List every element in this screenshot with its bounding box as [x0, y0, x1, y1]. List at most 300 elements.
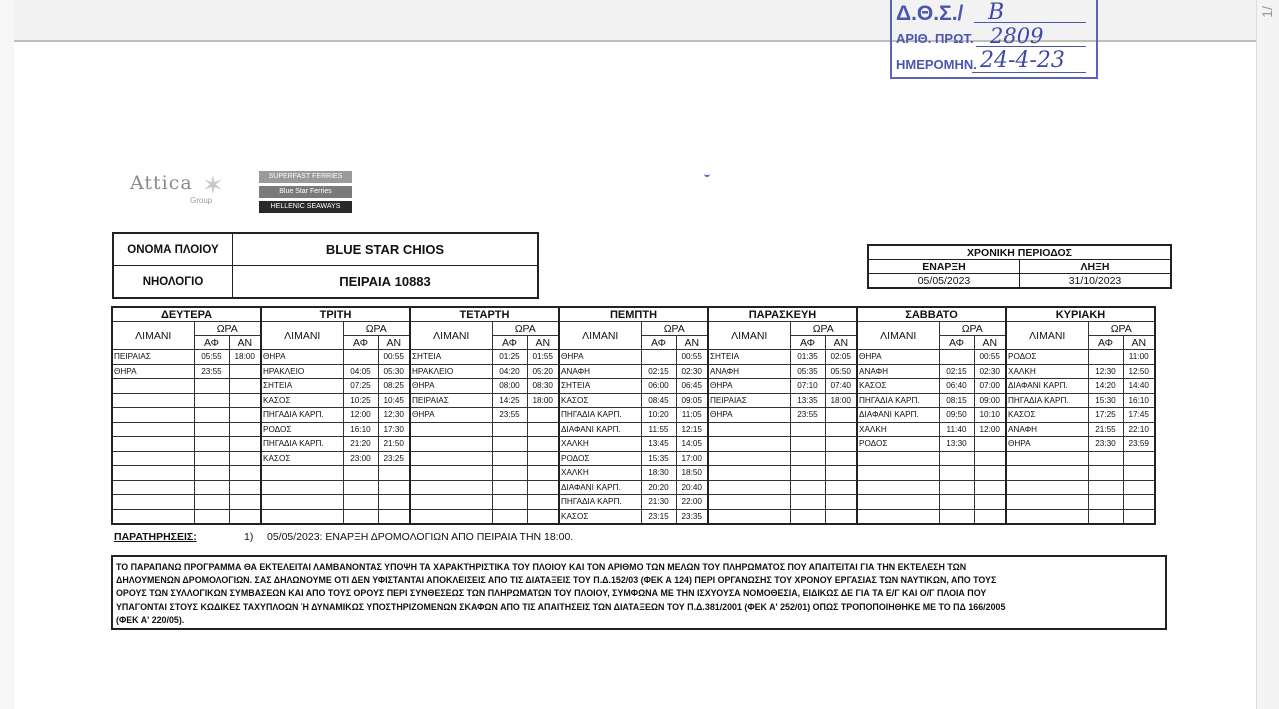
period-end-value: 31/10/2023: [1020, 274, 1172, 289]
port-cell: [708, 509, 790, 524]
departure-cell: [974, 495, 1006, 510]
arrival-cell: 02:15: [939, 364, 974, 379]
note-line: ΔΗΛΟΥΜΕΝΩΝ ΔΡΟΜΟΛΟΓΙΩΝ. ΣΑΣ ΔΗΛΩΝΟΥΜΕ ΟΤΙ ΔΕΝ ΥΦΙΣΤΑΝΤΑΙ ΑΠΟΚΛΕΙΣΕΙΣ ΑΠΟ ΤΙΣ ΔΙΑΤΑΞΕΙΣ ΤΟΥ Π.Δ.152/03 (ΦΕΚ Α 124) ΠΕΡΙ ΟΡΓΑΝΩΣΗΣ ΤΟΥ ΧΡΟΝΟΥ ΕΡΓΑΣΙΑΣ ΤΩΝ ΝΑΥΤΙΚΩΝ, ΑΠΟ ΤΟΥΣ: [116, 575, 997, 586]
departure-cell: 17:30: [378, 422, 410, 437]
ship-registry-row: [113, 266, 538, 299]
port-cell: ΔΙΑΦΑΝΙ ΚΑΡΠ.: [559, 422, 641, 437]
departure-cell: 23:59: [1123, 437, 1155, 452]
arrival-cell: [790, 422, 825, 437]
ship-registry-value: ΠΕΙΡΑΙΑ 10883: [233, 266, 539, 299]
port-cell: [112, 509, 194, 524]
port-cell: ΠΗΓΑΔΙΑ ΚΑΡΠ.: [261, 408, 343, 423]
departure-cell: [1123, 495, 1155, 510]
departure-cell: 22:00: [676, 495, 708, 510]
arrival-header: ΑΦ: [1088, 336, 1123, 350]
port-column-header: ΛΙΜΑΝΙ: [112, 322, 194, 350]
arrival-cell: 08:15: [939, 393, 974, 408]
port-cell: ΑΝΑΦΗ: [708, 364, 790, 379]
ship-registry-label: ΝΗΟΛΟΓΙΟ: [113, 266, 233, 299]
port-cell: [261, 495, 343, 510]
brand-hellenic: HELLENIC SEAWAYS: [259, 201, 352, 213]
departure-cell: 06:45: [676, 379, 708, 394]
departure-cell: [378, 509, 410, 524]
port-cell: ΘΗΡΑ: [708, 408, 790, 423]
arrival-cell: [939, 350, 974, 365]
port-cell: ΡΟΔΟΣ: [559, 451, 641, 466]
arrival-cell: 07:10: [790, 379, 825, 394]
port-cell: ΘΗΡΑ: [1006, 437, 1088, 452]
arrival-cell: 17:25: [1088, 408, 1123, 423]
arrival-cell: [492, 437, 527, 452]
column-header-row: [112, 322, 1155, 336]
scan-left-edge: [0, 0, 14, 709]
arrival-cell: [343, 509, 378, 524]
port-cell: [708, 466, 790, 481]
arrival-cell: [790, 495, 825, 510]
arrival-cell: 05:55: [194, 350, 229, 365]
port-cell: [410, 422, 492, 437]
departure-cell: [1123, 466, 1155, 481]
arrival-cell: [1088, 350, 1123, 365]
departure-header: ΑΝ: [676, 336, 708, 350]
departure-cell: [974, 437, 1006, 452]
viewer-right-edge: [1256, 0, 1279, 709]
port-cell: [112, 422, 194, 437]
stamp-dept-row: [896, 0, 1005, 26]
arrival-header: ΑΦ: [790, 336, 825, 350]
arrival-cell: [790, 466, 825, 481]
port-cell: ΠΕΙΡΑΙΑΣ: [410, 393, 492, 408]
arrival-cell: [1088, 451, 1123, 466]
period-table: [867, 244, 1172, 289]
port-cell: ΣΗΤΕΙΑ: [261, 379, 343, 394]
port-cell: [410, 437, 492, 452]
departure-cell: [527, 422, 559, 437]
departure-cell: [229, 466, 261, 481]
stamp-underline-2: [976, 46, 1086, 47]
port-cell: [1006, 495, 1088, 510]
time-column-header: ΩΡΑ: [641, 322, 708, 336]
departure-header: ΑΝ: [527, 336, 559, 350]
arrival-cell: [790, 437, 825, 452]
port-cell: ΔΙΑΦΑΝΙ ΚΑΡΠ.: [1006, 379, 1088, 394]
note-line: (ΦΕΚ Α' 220/05).: [116, 614, 185, 625]
departure-cell: [825, 480, 857, 495]
departure-cell: [527, 495, 559, 510]
arrival-cell: [343, 480, 378, 495]
port-cell: [708, 495, 790, 510]
time-column-header: ΩΡΑ: [1088, 322, 1155, 336]
remarks-line: [114, 531, 574, 543]
departure-cell: 08:25: [378, 379, 410, 394]
departure-cell: [229, 408, 261, 423]
departure-cell: 09:05: [676, 393, 708, 408]
port-cell: [1006, 509, 1088, 524]
table-row: [112, 364, 1155, 379]
port-cell: [261, 466, 343, 481]
arrival-cell: [492, 495, 527, 510]
arrival-cell: [641, 350, 676, 365]
arrival-cell: [492, 480, 527, 495]
departure-cell: 17:45: [1123, 408, 1155, 423]
arrival-cell: 08:00: [492, 379, 527, 394]
port-cell: [857, 466, 939, 481]
brand-bluestar: Blue Star Ferries: [259, 186, 352, 198]
port-cell: ΧΑΛΚΗ: [1006, 364, 1088, 379]
departure-cell: 12:30: [378, 408, 410, 423]
port-cell: [857, 495, 939, 510]
departure-cell: 00:55: [676, 350, 708, 365]
note-line: ΥΠΑΓΟΝΤΑΙ ΣΤΟΥΣ ΚΩΔΙΚΕΣ ΤΑΧΥΠΛΟΩΝ Ή ΔΥΝΑΜΙΚΩΣ ΥΠΟΣΤΗΡΙΖΟΜΕΝΩΝ ΣΚΑΦΩΝ ΑΠΟ ΤΙΣ ΑΠΑΙΤΗΣΕΙΣ ΤΩΝ ΔΙΑΤΑΞΕΩΝ ΤΟΥ Π.Δ.381/2001 (ΦΕΚ Α' 252/01) ΟΠΩΣ ΤΡΟΠΟΠΟΙΗΘΗΚΕ ΜΕ ΤΟ ΠΔ 166/2005: [116, 601, 1006, 612]
day-header: ΤΡΙΤΗ: [261, 307, 410, 322]
departure-cell: [378, 495, 410, 510]
departure-cell: 08:30: [527, 379, 559, 394]
table-row: [112, 408, 1155, 423]
remarks-label: ΠΑΡΑΤΗΡΗΣΕΙΣ:: [114, 531, 197, 543]
day-header: ΔΕΥΤΕΡΑ: [112, 307, 261, 322]
departure-cell: [974, 466, 1006, 481]
arrival-cell: 23:55: [194, 364, 229, 379]
arrival-cell: 14:25: [492, 393, 527, 408]
departure-cell: [229, 437, 261, 452]
port-cell: ΠΗΓΑΔΙΑ ΚΑΡΠ.: [1006, 393, 1088, 408]
arrival-cell: 10:20: [641, 408, 676, 423]
port-cell: [708, 422, 790, 437]
departure-header: ΑΝ: [378, 336, 410, 350]
arrival-cell: 15:35: [641, 451, 676, 466]
arrival-header: ΑΦ: [641, 336, 676, 350]
port-cell: [410, 495, 492, 510]
arrival-cell: [194, 422, 229, 437]
port-cell: ΑΝΑΦΗ: [559, 364, 641, 379]
arrival-cell: [194, 480, 229, 495]
arrival-cell: [194, 408, 229, 423]
ship-name-value: BLUE STAR CHIOS: [233, 233, 539, 266]
port-cell: ΚΑΣΟΣ: [261, 451, 343, 466]
page-marker: 1/: [1259, 6, 1275, 18]
departure-cell: 05:30: [378, 364, 410, 379]
departure-cell: 12:50: [1123, 364, 1155, 379]
port-cell: ΧΑΛΚΗ: [857, 422, 939, 437]
departure-cell: [527, 437, 559, 452]
table-row: [112, 422, 1155, 437]
port-cell: [708, 451, 790, 466]
port-cell: [857, 480, 939, 495]
departure-cell: [825, 422, 857, 437]
port-cell: ΚΑΣΟΣ: [857, 379, 939, 394]
arrival-cell: 18:30: [641, 466, 676, 481]
stamp-protocol-row: [896, 24, 1044, 48]
departure-cell: [825, 509, 857, 524]
arrival-cell: 01:35: [790, 350, 825, 365]
logo-star-icon: ✶: [202, 170, 224, 200]
port-cell: ΘΗΡΑ: [410, 408, 492, 423]
departure-cell: 18:00: [527, 393, 559, 408]
departure-cell: 00:55: [974, 350, 1006, 365]
ship-name-row: [113, 233, 538, 266]
arrival-cell: 06:00: [641, 379, 676, 394]
arrival-cell: [194, 379, 229, 394]
departure-cell: 02:30: [974, 364, 1006, 379]
arrival-cell: 04:20: [492, 364, 527, 379]
table-row: [112, 350, 1155, 365]
arrival-cell: 20:20: [641, 480, 676, 495]
arrival-cell: [790, 451, 825, 466]
arrival-cell: [492, 451, 527, 466]
departure-cell: 16:10: [1123, 393, 1155, 408]
departure-cell: [378, 466, 410, 481]
arrival-cell: [790, 480, 825, 495]
arrival-header: ΑΦ: [194, 336, 229, 350]
arrival-cell: 23:55: [790, 408, 825, 423]
departure-cell: 23:25: [378, 451, 410, 466]
arrival-cell: [790, 509, 825, 524]
table-row: [112, 509, 1155, 524]
departure-cell: [229, 364, 261, 379]
port-cell: ΠΕΙΡΑΙΑΣ: [112, 350, 194, 365]
port-column-header: ΛΙΜΑΝΙ: [708, 322, 790, 350]
arrival-cell: 09:50: [939, 408, 974, 423]
departure-cell: [825, 408, 857, 423]
port-cell: [857, 509, 939, 524]
departure-cell: 09:00: [974, 393, 1006, 408]
arrival-cell: 14:20: [1088, 379, 1123, 394]
stamp-dept-value: Β: [988, 0, 1005, 25]
stamp-date-label: ΗΜΕΡΟΜΗΝ.: [896, 57, 977, 72]
protocol-stamp: [890, 0, 1098, 79]
port-cell: ΑΝΑΦΗ: [857, 364, 939, 379]
port-cell: [410, 509, 492, 524]
port-cell: [112, 466, 194, 481]
port-cell: ΔΙΑΦΑΝΙ ΚΑΡΠ.: [559, 480, 641, 495]
stamp-date-value: 24-4-23: [980, 48, 1065, 73]
departure-header: ΑΝ: [974, 336, 1006, 350]
arrival-cell: 23:55: [492, 408, 527, 423]
stamp-protocol-label: ΑΡΙΘ. ΠΡΩΤ.: [896, 31, 974, 46]
port-column-header: ΛΙΜΑΝΙ: [410, 322, 492, 350]
port-cell: [1006, 466, 1088, 481]
port-cell: ΠΗΓΑΔΙΑ ΚΑΡΠ.: [857, 393, 939, 408]
departure-cell: 12:00: [974, 422, 1006, 437]
stamp-protocol-value: 2809: [990, 24, 1044, 48]
arrival-cell: [194, 495, 229, 510]
arrival-cell: 11:55: [641, 422, 676, 437]
port-column-header: ΛΙΜΑΝΙ: [1006, 322, 1088, 350]
time-column-header: ΩΡΑ: [343, 322, 410, 336]
port-cell: [112, 393, 194, 408]
arrival-cell: 04:05: [343, 364, 378, 379]
port-cell: ΗΡΑΚΛΕΙΟ: [410, 364, 492, 379]
departure-cell: [527, 480, 559, 495]
departure-cell: 18:00: [229, 350, 261, 365]
departure-cell: [825, 437, 857, 452]
departure-cell: 14:05: [676, 437, 708, 452]
day-header: ΠΕΜΠΤΗ: [559, 307, 708, 322]
departure-header: ΑΝ: [1123, 336, 1155, 350]
departure-cell: 20:40: [676, 480, 708, 495]
time-column-header: ΩΡΑ: [790, 322, 857, 336]
port-cell: ΘΗΡΑ: [857, 350, 939, 365]
departure-cell: [1123, 451, 1155, 466]
port-column-header: ΛΙΜΑΝΙ: [559, 322, 641, 350]
departure-cell: 21:50: [378, 437, 410, 452]
arrival-cell: [492, 509, 527, 524]
table-row: [112, 437, 1155, 452]
arrival-cell: 07:25: [343, 379, 378, 394]
departure-cell: 11:00: [1123, 350, 1155, 365]
arrival-header: ΑΦ: [343, 336, 378, 350]
port-cell: ΡΟΔΟΣ: [261, 422, 343, 437]
time-column-header: ΩΡΑ: [939, 322, 1006, 336]
departure-cell: 07:40: [825, 379, 857, 394]
arrival-cell: 08:45: [641, 393, 676, 408]
port-cell: [1006, 480, 1088, 495]
time-column-header: ΩΡΑ: [194, 322, 261, 336]
ink-mark: [704, 172, 710, 177]
arrival-cell: [1088, 466, 1123, 481]
day-header: ΚΥΡΙΑΚΗ: [1006, 307, 1155, 322]
port-cell: ΚΑΣΟΣ: [559, 393, 641, 408]
arrival-cell: [1088, 495, 1123, 510]
arrival-cell: 13:35: [790, 393, 825, 408]
arrival-cell: [194, 509, 229, 524]
arrival-cell: 15:30: [1088, 393, 1123, 408]
departure-cell: 10:45: [378, 393, 410, 408]
arrival-cell: [194, 466, 229, 481]
port-cell: [112, 379, 194, 394]
period-start-value: 05/05/2023: [868, 274, 1020, 289]
note-line: ΟΡΟΥΣ ΤΩΝ ΣΥΛΛΟΓΙΚΩΝ ΣΥΜΒΑΣΕΩΝ ΚΑΙ ΑΠΟ ΤΟΥΣ ΟΡΟΥΣ ΠΕΡΙ ΣΥΝΘΕΣΕΩΣ ΤΩΝ ΠΛΗΡΩΜΑΤΩΝ ΤΟΥ ΠΛΟΙΟΥ, ΣΥΜΦΩΝΑ ΜΕ ΤΗΝ ΙΣΧΥΟΥΣΑ ΝΟΜΟΘΕΣΙΑ, ΕΙΔΙΚΩΣ ΔΕ ΓΙΑ ΤΑ Ε/Γ ΚΑΙ Ο/Γ ΠΛΟΙΑ ΠΟΥ: [116, 588, 987, 599]
port-cell: ΗΡΑΚΛΕΙΟ: [261, 364, 343, 379]
arrival-cell: 23:30: [1088, 437, 1123, 452]
departure-cell: [229, 495, 261, 510]
departure-cell: 07:00: [974, 379, 1006, 394]
departure-cell: 05:50: [825, 364, 857, 379]
port-cell: [410, 466, 492, 481]
arrival-cell: 12:00: [343, 408, 378, 423]
departure-cell: 10:10: [974, 408, 1006, 423]
port-cell: ΠΗΓΑΔΙΑ ΚΑΡΠ.: [559, 495, 641, 510]
departure-cell: 02:30: [676, 364, 708, 379]
logo-word: Attica: [130, 172, 193, 194]
ship-info-table: [112, 232, 539, 299]
time-column-header: ΩΡΑ: [492, 322, 559, 336]
arrival-cell: 05:35: [790, 364, 825, 379]
port-cell: [261, 480, 343, 495]
day-header: ΠΑΡΑΣΚΕΥΗ: [708, 307, 857, 322]
arrival-cell: 01:25: [492, 350, 527, 365]
port-cell: ΑΝΑΦΗ: [1006, 422, 1088, 437]
port-column-header: ΛΙΜΑΝΙ: [857, 322, 939, 350]
departure-cell: 17:00: [676, 451, 708, 466]
departure-header: ΑΝ: [229, 336, 261, 350]
departure-cell: [825, 451, 857, 466]
logo-group-text: Group: [190, 196, 213, 205]
port-cell: ΧΑΛΚΗ: [559, 437, 641, 452]
arrival-cell: 21:55: [1088, 422, 1123, 437]
departure-cell: 22:10: [1123, 422, 1155, 437]
weekly-schedule-table: [111, 306, 1156, 525]
departure-cell: [527, 466, 559, 481]
arrival-cell: [343, 495, 378, 510]
departure-cell: [229, 422, 261, 437]
arrival-header: ΑΦ: [939, 336, 974, 350]
table-row: [112, 495, 1155, 510]
departure-cell: 12:15: [676, 422, 708, 437]
port-cell: ΠΗΓΑΔΙΑ ΚΑΡΠ.: [559, 408, 641, 423]
port-cell: ΣΗΤΕΙΑ: [708, 350, 790, 365]
arrival-cell: [343, 466, 378, 481]
arrival-cell: [939, 480, 974, 495]
departure-cell: [229, 379, 261, 394]
arrival-cell: [343, 350, 378, 365]
departure-cell: [825, 495, 857, 510]
period-title: ΧΡΟΝΙΚΗ ΠΕΡΙΟΔΟΣ: [868, 245, 1171, 260]
departure-cell: 05:20: [527, 364, 559, 379]
port-cell: ΡΟΔΟΣ: [1006, 350, 1088, 365]
arrival-cell: 02:15: [641, 364, 676, 379]
departure-cell: [974, 480, 1006, 495]
arrival-cell: [194, 393, 229, 408]
port-cell: [708, 480, 790, 495]
stamp-underline-1: [974, 22, 1086, 23]
arrival-cell: 23:15: [641, 509, 676, 524]
brand-logos: [259, 171, 352, 216]
port-cell: [112, 451, 194, 466]
port-cell: ΘΗΡΑ: [559, 350, 641, 365]
port-cell: [112, 480, 194, 495]
port-cell: [410, 480, 492, 495]
departure-cell: [229, 393, 261, 408]
day-header: ΤΕΤΑΡΤΗ: [410, 307, 559, 322]
port-cell: ΠΕΙΡΑΙΑΣ: [708, 393, 790, 408]
port-cell: [410, 451, 492, 466]
departure-cell: [229, 509, 261, 524]
arrival-cell: [194, 451, 229, 466]
table-row: [112, 379, 1155, 394]
note-line: ΤΟ ΠΑΡΑΠΑΝΩ ΠΡΟΓΡΑΜΜΑ ΘΑ ΕΚΤΕΛΕΙΤΑΙ ΛΑΜΒΑΝΟΝΤΑΣ ΥΠΟΨΗ ΤΑ ΧΑΡΑΚΤΗΡΙΣΤΙΚΑ ΤΟΥ ΠΛΟΙΟΥ ΚΑΙ ΤΟΝ ΑΡΙΘΜΟ ΤΩΝ ΜΕΛΩΝ ΤΟΥ ΠΛΗΡΩΜΑΤΟΣ ΠΟΥ ΑΠΑΙΤΕΙΤΑΙ ΓΙΑ ΤΗΝ ΕΚΤΕΛΕΣΗ ΤΩΝ: [116, 562, 967, 572]
legal-note-box: [111, 555, 1167, 630]
departure-cell: [825, 466, 857, 481]
port-cell: ΘΗΡΑ: [112, 364, 194, 379]
departure-header: ΑΝ: [825, 336, 857, 350]
arrival-cell: [939, 495, 974, 510]
port-cell: [708, 437, 790, 452]
table-row: [112, 480, 1155, 495]
departure-cell: [974, 451, 1006, 466]
arrival-cell: 13:45: [641, 437, 676, 452]
departure-cell: 14:40: [1123, 379, 1155, 394]
ship-name-label: ΟΝΟΜΑ ΠΛΟΙΟΥ: [113, 233, 233, 266]
arrival-cell: 13:30: [939, 437, 974, 452]
arrival-cell: 16:10: [343, 422, 378, 437]
day-header-row: [112, 307, 1155, 322]
arrival-cell: [939, 451, 974, 466]
departure-cell: [527, 451, 559, 466]
remarks-number: 1): [244, 531, 254, 543]
table-row: [112, 451, 1155, 466]
attica-group-logo: [130, 170, 224, 205]
port-cell: [112, 408, 194, 423]
departure-cell: [378, 480, 410, 495]
arrival-cell: 11:40: [939, 422, 974, 437]
port-cell: [857, 451, 939, 466]
brand-superfast: SUPERFAST FERRIES: [259, 171, 352, 183]
arrival-cell: 06:40: [939, 379, 974, 394]
departure-cell: [974, 509, 1006, 524]
port-cell: ΧΑΛΚΗ: [559, 466, 641, 481]
port-cell: ΘΗΡΑ: [410, 379, 492, 394]
